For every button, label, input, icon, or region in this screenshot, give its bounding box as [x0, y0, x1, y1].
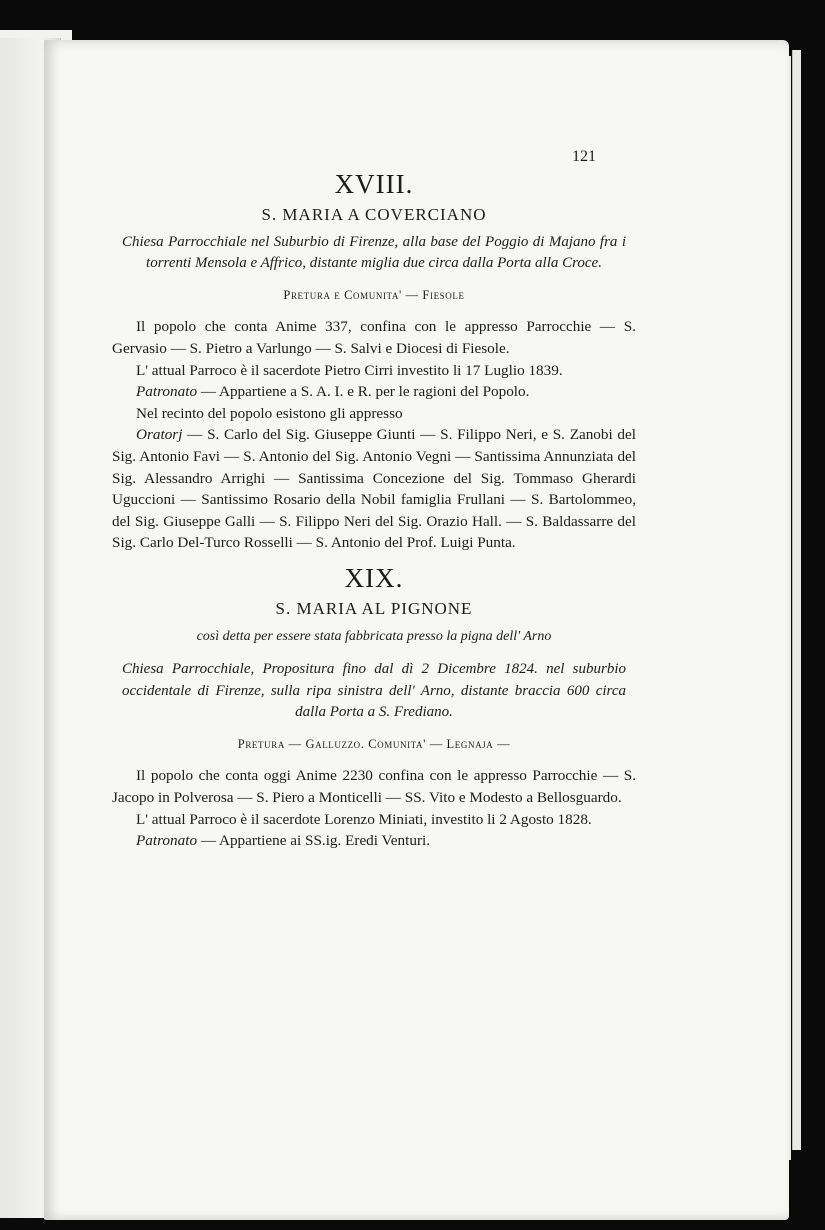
church-subtitle: così detta per essere stata fabbricata presso la pigna dell' Arno	[196, 628, 552, 644]
page-content	[112, 104, 636, 852]
section-xix	[112, 562, 636, 852]
patronato-label: Patronato	[136, 383, 198, 401]
section-roman-numeral: XVIII.	[334, 169, 414, 199]
section-xviii	[112, 168, 636, 554]
church-title: S. MARIA A COVERCIANO	[261, 205, 487, 224]
paragraph: Il popolo che conta oggi Anime 2230 confina con le appresso Parrocchie — S. Jacopo in Polverosa — S. Piero a Monticelli — SS. Vito e Modesto a Bellosguardo.	[112, 767, 636, 807]
patronato-label: Patronato	[136, 832, 198, 850]
church-title: S. MARIA AL PIGNONE	[275, 598, 473, 618]
patronato-text: — Appartiene a S. A. I. e R. per le ragioni del Popolo.	[197, 383, 530, 401]
oratorj-label: Oratorj	[136, 426, 183, 444]
paragraph: Il popolo che conta Anime 337, confina con le appresso Parrocchie — S. Gervasio — S. Pietro a Varlungo — S. Salvi e Diocesi di Fiesole.	[112, 318, 636, 357]
patronato-paragraph	[112, 830, 636, 852]
patronato-text: — Appartiene ai SS.ig. Eredi Venturi.	[197, 832, 431, 850]
paragraph: L' attual Parroco è il sacerdote Pietro Cirri investito li 17 Luglio 1839.	[136, 361, 563, 379]
page-number: 121	[572, 148, 596, 165]
church-description: Chiesa Parrocchiale, Propositura fino dal dì 2 Dicembre 1824. nel suburbio occidentale di Firenze, sulla ripa sinistra dell' Arno, distante braccia 600 circa dalla Porta a S. Frediano.	[122, 661, 626, 721]
paragraph: L' attual Parroco è il sacerdote Lorenzo Miniati, investito li 2 Agosto 1828.	[136, 810, 592, 828]
jurisdiction-line: Pretura e Comunita' — Fiesole	[283, 287, 465, 302]
paragraph: Nel recinto del popolo esistono gli appresso	[136, 404, 403, 422]
church-description: Chiesa Parrocchiale nel Suburbio di Firenze, alla base del Poggio di Majano fra i torrenti Mensola e Affrico, distante miglia due circa dalla Porta alla Croce.	[122, 233, 626, 272]
patronato-paragraph	[112, 381, 636, 403]
page-stack-edge	[792, 50, 801, 1150]
oratorj-text: — S. Carlo del Sig. Giuseppe Giunti — S. Filippo Neri, e S. Zanobi del Sig. Antonio Favi — S. Antonio del Sig. Antonio Vegni — Santissima Annunziata del Sig. Alessandro Arrighi — Santissima Concezione del Sig. Tommaso Gherardi Uguccioni — Santissimo Rosario della Nobil famiglia Frullani — S. Bartolommeo, del Sig. Giuseppe Galli — S. Filippo Neri del Sig. Orazio Hall. — S. Baldassarre del Sig. Carlo Del-Turco Rosselli — S. Antonio del Prof. Luigi Punta.	[112, 426, 636, 552]
section-roman-numeral: XIX.	[344, 562, 404, 593]
jurisdiction-line: Pretura — Galluzzo. Comunita' — Legnaja —	[237, 736, 511, 751]
oratorj-paragraph	[112, 424, 636, 554]
